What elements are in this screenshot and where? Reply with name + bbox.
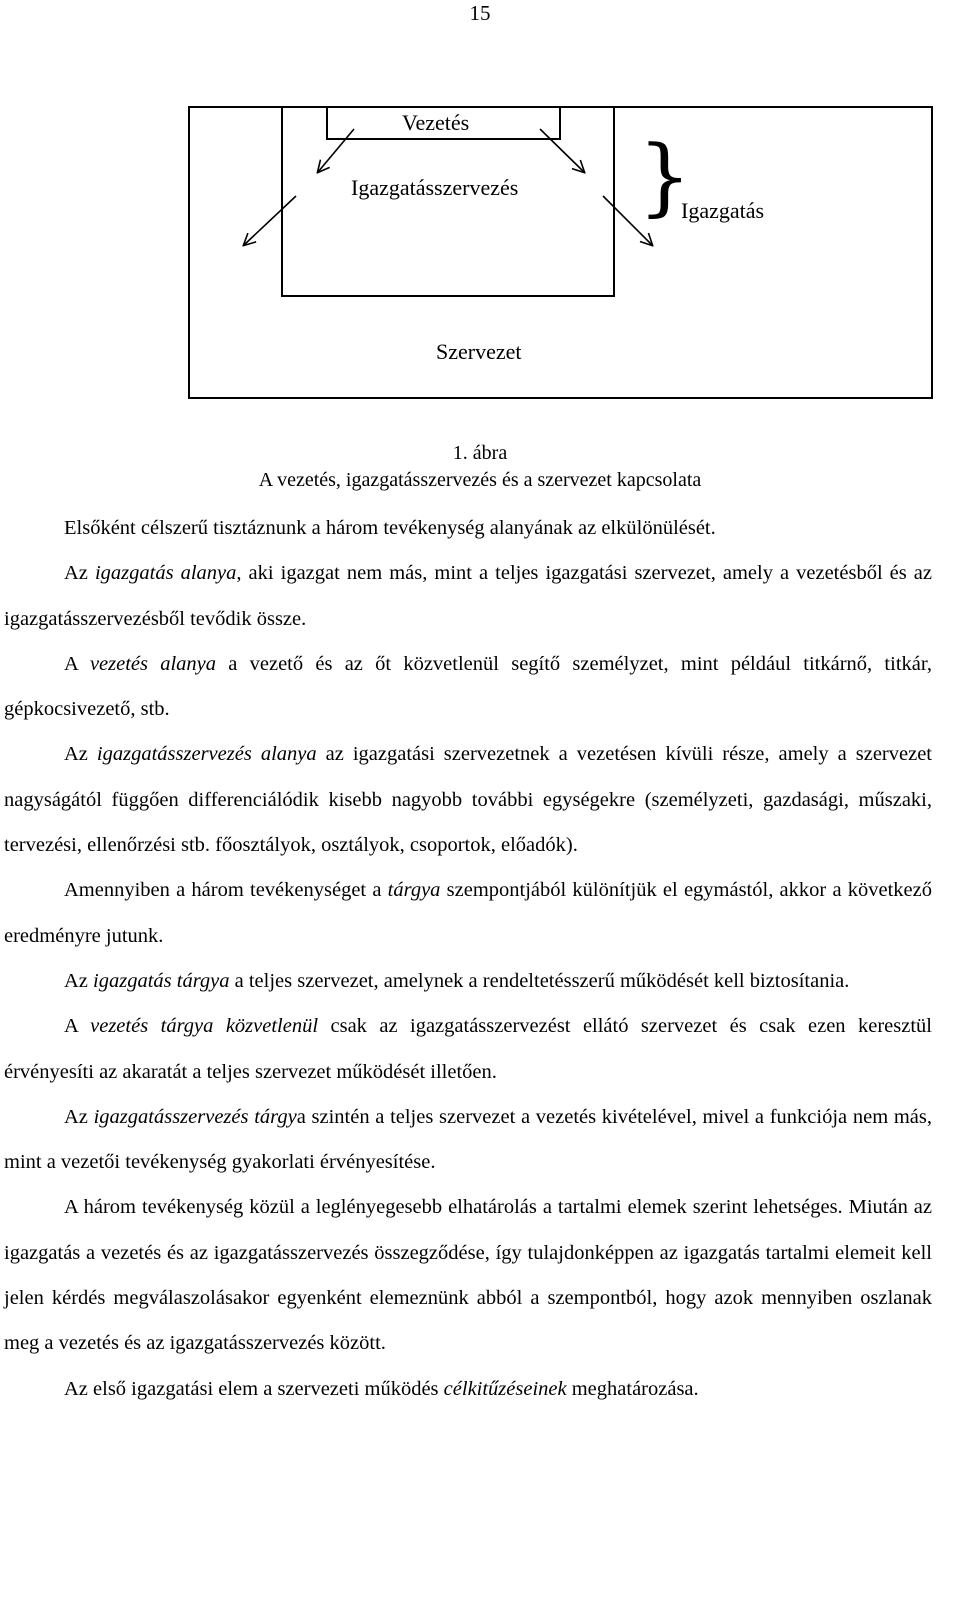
paragraph-1: Elsőként célszerű tisztáznunk a három tevékenység alanyának az elkülönülését. bbox=[64, 517, 716, 539]
arrow-vezetes-right bbox=[540, 129, 584, 172]
figure-caption-number: 1. ábra bbox=[452, 442, 508, 464]
paragraph-2: Az igazgatás alanya, aki igazgat nem más, mint a teljes igazgatási szervezet, amely a vezetésből és az igazgatásszervezésből tevődik össze. bbox=[4, 562, 932, 630]
szervezet-outer-box bbox=[189, 107, 932, 398]
figure-diagram bbox=[0, 0, 960, 420]
arrow-vezetes-left bbox=[318, 129, 354, 172]
body-text bbox=[4, 506, 932, 1412]
paragraph-6: Az igazgatás tárgya a teljes szervezet, amelynek a rendeltetésszerű működését kell biztosítania. bbox=[64, 969, 850, 992]
paragraph-8: Az igazgatásszervezés tárgya szintén a teljes szervezet a vezetés kivételével, mivel a funkciója nem más, mint a vezetői tevékenység gyakorlati érvényesítése. bbox=[4, 1105, 932, 1174]
paragraph-5: Amennyiben a három tevékenységet a tárgya szempontjából különítjük el egymástól, akkor a következő eredményre jutunk. bbox=[4, 879, 932, 947]
paragraph-3: A vezetés alanya a vezető és az őt közvetlenül segítő személyzet, mint például titkárnő, titkár, gépkocsivezető, stb. bbox=[4, 652, 932, 721]
paragraph-9: A három tevékenység közül a leglényegesebb elhatárolás a tartalmi elemek szerint lehetséges. Miután az igazgatás a vezetés és az igazgatásszervezés összegződése, így tulajdonképpen az igazgatás tartalmi elemeit kell jelen kérdés megválaszolásakor egyenként elemeznünk abból a szempontból, hogy azok mennyiben oszlanak meg a vezetés és az igazgatásszervezés között. bbox=[4, 1196, 932, 1355]
paragraph-10: Az első igazgatási elem a szervezeti működés célkitűzéseinek meghatározása. bbox=[64, 1377, 699, 1400]
arrow-igazgatasszervezes-left bbox=[244, 196, 296, 245]
label-igazgatasszervezes: Igazgatásszervezés bbox=[351, 175, 519, 200]
label-szervezet: Szervezet bbox=[436, 339, 522, 364]
paragraph-4: Az igazgatásszervezés alanya az igazgatási szervezetnek a vezetésen kívüli része, amely a szervezet nagyságától függően differenciálódik kisebb nagyobb további egységekre (személyzeti, gazdasági, műszaki, tervezési, ellenőrzési stb. főosztályok, osztályok, csoportok, előadók). bbox=[4, 743, 932, 857]
paragraph-7: A vezetés tárgya közvetlenül csak az igazgatásszervezést ellátó szervezet és csak ezen keresztül érvényesíti az akaratát a teljes szervezet működését illetően. bbox=[4, 1015, 932, 1083]
label-igazgatas: Igazgatás bbox=[681, 198, 765, 223]
page-number: 15 bbox=[469, 1, 491, 25]
curly-brace: } bbox=[638, 127, 692, 225]
figure-caption-title: A vezetés, igazgatásszervezés és a szervezet kapcsolata bbox=[258, 469, 702, 491]
label-vezetes: Vezetés bbox=[402, 110, 470, 135]
